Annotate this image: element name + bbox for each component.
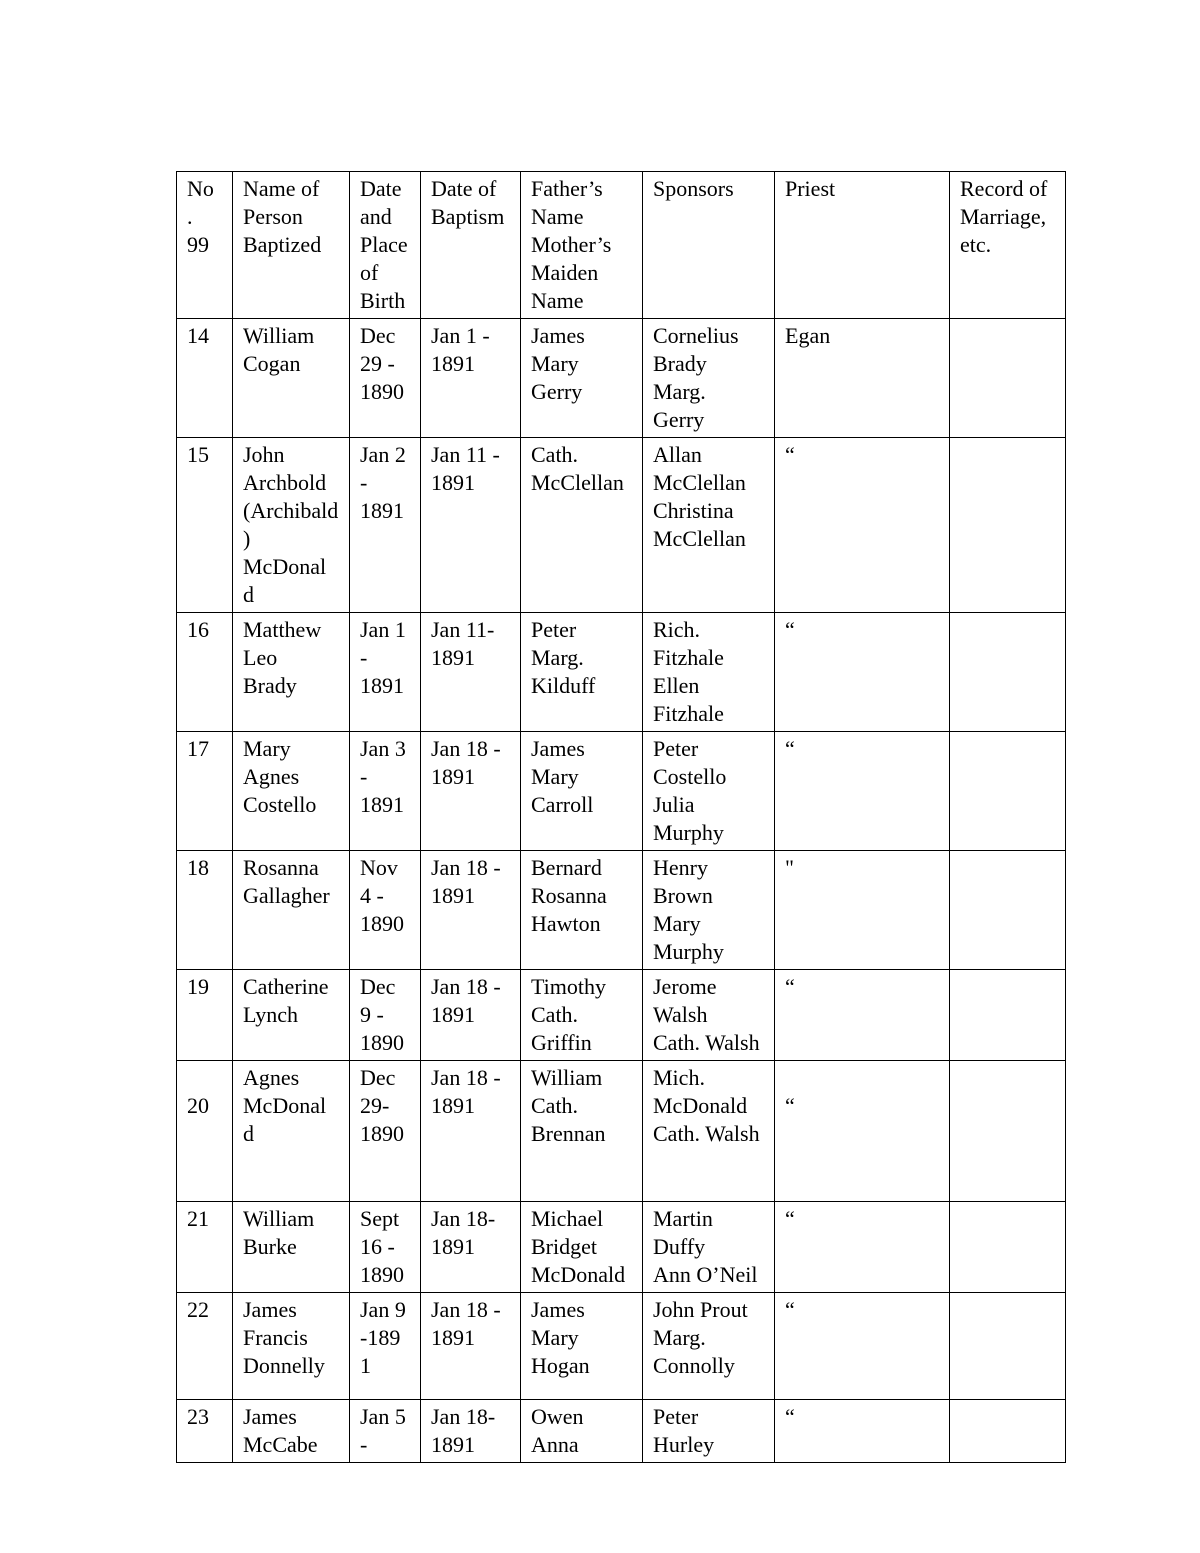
baptism-date: Jan 18- 1891 bbox=[421, 1400, 521, 1463]
person-name: Catherine Lynch bbox=[233, 970, 350, 1061]
baptism-date: Jan 1 - 1891 bbox=[421, 319, 521, 438]
header-record: Record of Marriage, etc. bbox=[950, 172, 1066, 319]
table-row bbox=[177, 438, 1066, 613]
parents-names: Cath. McClellan bbox=[521, 438, 643, 613]
entry-number: 15 bbox=[177, 438, 233, 613]
person-name: Matthew Leo Brady bbox=[233, 613, 350, 732]
baptism-date: Jan 18 - 1891 bbox=[421, 732, 521, 851]
sponsors-names: Peter Costello Julia Murphy bbox=[643, 732, 775, 851]
header-baptism: Date of Baptism bbox=[421, 172, 521, 319]
person-name: Mary Agnes Costello bbox=[233, 732, 350, 851]
birth-date: Sept 16 - 1890 bbox=[350, 1202, 421, 1293]
birth-date: Nov 4 - 1890 bbox=[350, 851, 421, 970]
header-sponsors: Sponsors bbox=[643, 172, 775, 319]
entry-number: 19 bbox=[177, 970, 233, 1061]
marriage-record bbox=[950, 1293, 1066, 1400]
parents-names: James Mary Gerry bbox=[521, 319, 643, 438]
birth-date: Dec 29 - 1890 bbox=[350, 319, 421, 438]
entry-number: 20 bbox=[177, 1061, 233, 1202]
table-row bbox=[177, 613, 1066, 732]
header-row bbox=[177, 172, 1066, 319]
priest-name: “ bbox=[775, 1202, 950, 1293]
sponsors-names: Henry Brown Mary Murphy bbox=[643, 851, 775, 970]
header-parents: Father’s Name Mother’s Maiden Name bbox=[521, 172, 643, 319]
sponsors-names: John Prout Marg. Connolly bbox=[643, 1293, 775, 1400]
table-row bbox=[177, 319, 1066, 438]
priest-name: " bbox=[775, 851, 950, 970]
entry-number: 16 bbox=[177, 613, 233, 732]
entry-number: 14 bbox=[177, 319, 233, 438]
parents-names: James Mary Hogan bbox=[521, 1293, 643, 1400]
sponsors-names: Cornelius Brady Marg. Gerry bbox=[643, 319, 775, 438]
sponsors-names: Mich. McDonald Cath. Walsh bbox=[643, 1061, 775, 1202]
sponsors-names: Allan McClellan Christina McClellan bbox=[643, 438, 775, 613]
parents-names: Michael Bridget McDonald bbox=[521, 1202, 643, 1293]
person-name: James McCabe bbox=[233, 1400, 350, 1463]
sponsors-names: Jerome Walsh Cath. Walsh bbox=[643, 970, 775, 1061]
birth-date: Jan 1 - 1891 bbox=[350, 613, 421, 732]
priest-name: “ bbox=[775, 438, 950, 613]
header-birth: Date and Place of Birth bbox=[350, 172, 421, 319]
baptism-date: Jan 18- 1891 bbox=[421, 1202, 521, 1293]
marriage-record bbox=[950, 319, 1066, 438]
table-row bbox=[177, 732, 1066, 851]
birth-date: Jan 5 - bbox=[350, 1400, 421, 1463]
priest-name: “ bbox=[775, 1400, 950, 1463]
header-priest: Priest bbox=[775, 172, 950, 319]
baptism-date: Jan 18 - 1891 bbox=[421, 1293, 521, 1400]
baptism-date: Jan 18 - 1891 bbox=[421, 970, 521, 1061]
marriage-record bbox=[950, 732, 1066, 851]
priest-name: Egan bbox=[775, 319, 950, 438]
header-no: No . 99 bbox=[177, 172, 233, 319]
parents-names: Owen Anna bbox=[521, 1400, 643, 1463]
birth-date: Jan 2 - 1891 bbox=[350, 438, 421, 613]
person-name: James Francis Donnelly bbox=[233, 1293, 350, 1400]
baptism-date: Jan 11- 1891 bbox=[421, 613, 521, 732]
marriage-record bbox=[950, 613, 1066, 732]
priest-name: “ bbox=[775, 1293, 950, 1400]
marriage-record bbox=[950, 851, 1066, 970]
table-row bbox=[177, 1061, 1066, 1202]
priest-name: “ bbox=[775, 732, 950, 851]
birth-date: Jan 9 -189 1 bbox=[350, 1293, 421, 1400]
person-name: William Cogan bbox=[233, 319, 350, 438]
table-row bbox=[177, 970, 1066, 1061]
baptism-date: Jan 11 - 1891 bbox=[421, 438, 521, 613]
entry-number: 22 bbox=[177, 1293, 233, 1400]
entry-number: 17 bbox=[177, 732, 233, 851]
baptism-date: Jan 18 - 1891 bbox=[421, 1061, 521, 1202]
person-name: William Burke bbox=[233, 1202, 350, 1293]
marriage-record bbox=[950, 438, 1066, 613]
header-name: Name of Person Baptized bbox=[233, 172, 350, 319]
table-row bbox=[177, 1400, 1066, 1463]
person-name: Rosanna Gallagher bbox=[233, 851, 350, 970]
birth-date: Jan 3 - 1891 bbox=[350, 732, 421, 851]
marriage-record bbox=[950, 1202, 1066, 1293]
entry-number: 18 bbox=[177, 851, 233, 970]
entry-number: 23 bbox=[177, 1400, 233, 1463]
parents-names: Bernard Rosanna Hawton bbox=[521, 851, 643, 970]
table-row bbox=[177, 1293, 1066, 1400]
baptism-register-table bbox=[176, 171, 1066, 1463]
parents-names: Timothy Cath. Griffin bbox=[521, 970, 643, 1061]
person-name: John Archbold (Archibald ) McDonal d bbox=[233, 438, 350, 613]
person-name: Agnes McDonal d bbox=[233, 1061, 350, 1202]
sponsors-names: Rich. Fitzhale Ellen Fitzhale bbox=[643, 613, 775, 732]
parents-names: William Cath. Brennan bbox=[521, 1061, 643, 1202]
birth-date: Dec 29- 1890 bbox=[350, 1061, 421, 1202]
priest-name: “ bbox=[775, 970, 950, 1061]
sponsors-names: Martin Duffy Ann O’Neil bbox=[643, 1202, 775, 1293]
table-row bbox=[177, 1202, 1066, 1293]
marriage-record bbox=[950, 1400, 1066, 1463]
baptism-date: Jan 18 - 1891 bbox=[421, 851, 521, 970]
marriage-record bbox=[950, 1061, 1066, 1202]
priest-name: “ bbox=[775, 613, 950, 732]
birth-date: Dec 9 - 1890 bbox=[350, 970, 421, 1061]
sponsors-names: Peter Hurley bbox=[643, 1400, 775, 1463]
priest-name: “ bbox=[775, 1061, 950, 1202]
parents-names: Peter Marg. Kilduff bbox=[521, 613, 643, 732]
marriage-record bbox=[950, 970, 1066, 1061]
table-row bbox=[177, 851, 1066, 970]
parents-names: James Mary Carroll bbox=[521, 732, 643, 851]
entry-number: 21 bbox=[177, 1202, 233, 1293]
